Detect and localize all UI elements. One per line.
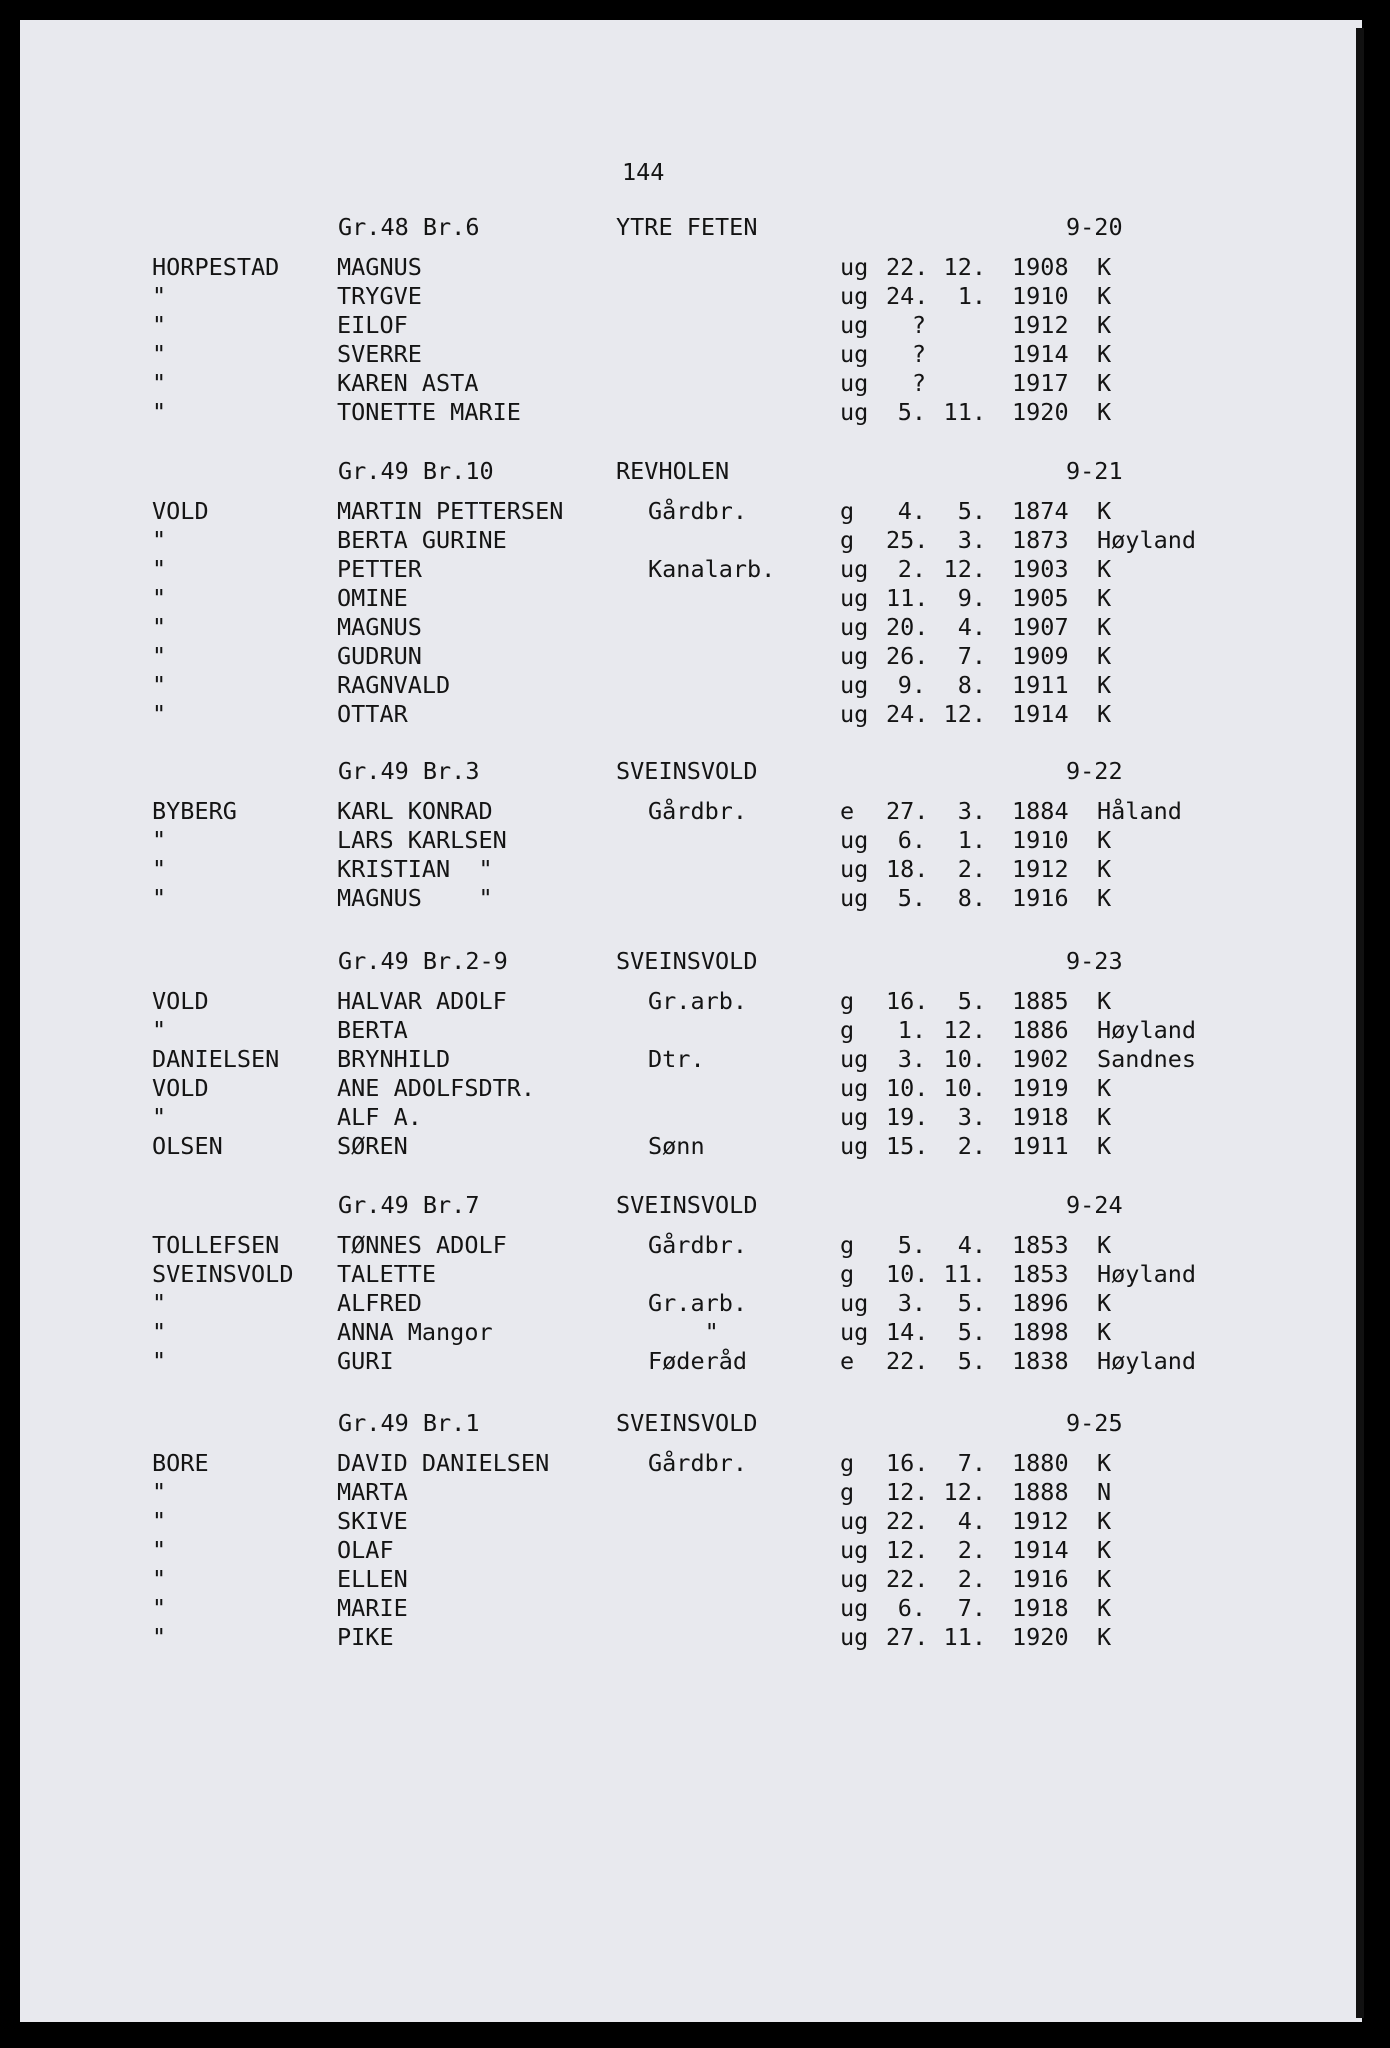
birthplace: Høyland: [1097, 526, 1197, 555]
birthplace: K: [1097, 340, 1112, 369]
birth-month: 11.: [943, 1623, 986, 1652]
page-number: 144: [622, 158, 665, 186]
gr-br-number: Gr.49 Br.10: [338, 457, 494, 485]
marital-status: ug: [840, 884, 869, 913]
birth-day: 16.: [886, 1449, 929, 1477]
birth-day: 14.: [886, 1318, 929, 1347]
surname: ": [152, 642, 167, 671]
given-name: TALETTE: [337, 1260, 437, 1289]
birth-day: 5.: [897, 398, 926, 427]
surname: ": [152, 369, 167, 398]
birthplace: K: [1097, 1318, 1112, 1347]
birthplace: K: [1097, 1565, 1112, 1594]
birthplace: K: [1097, 1289, 1112, 1318]
birthplace: K: [1097, 282, 1112, 311]
marital-status: ug: [840, 555, 869, 584]
occupation: Sønn: [648, 1132, 705, 1161]
farm-name: SVEINSVOLD: [616, 1191, 758, 1219]
given-name: MARTA: [337, 1478, 408, 1507]
birth-month: 11.: [943, 398, 986, 427]
birth-day: 6.: [897, 826, 926, 855]
birth-day: 20.: [886, 613, 929, 642]
birthplace: K: [1097, 1594, 1112, 1623]
birth-year: 1903: [1012, 555, 1069, 584]
surname: ": [152, 1318, 167, 1347]
marital-status: g: [840, 987, 855, 1015]
marital-status: g: [840, 1449, 855, 1477]
birth-day: 19.: [886, 1103, 929, 1132]
page-edge-mark: [1356, 28, 1364, 2018]
birthplace: K: [1097, 398, 1112, 427]
surname: ": [152, 398, 167, 427]
surname: ": [152, 555, 167, 584]
surname: ": [152, 584, 167, 613]
surname: VOLD: [152, 1074, 209, 1103]
surname: OLSEN: [152, 1132, 223, 1161]
marital-status: ug: [840, 369, 869, 398]
birth-day: 26.: [886, 642, 929, 671]
birth-month: 2.: [957, 1565, 986, 1594]
marital-status: ug: [840, 826, 869, 855]
birth-month: 4.: [957, 1231, 986, 1259]
marital-status: ug: [840, 1132, 869, 1161]
occupation: Gr.arb.: [648, 987, 748, 1015]
birthplace: K: [1097, 613, 1112, 642]
birth-year: 1912: [1012, 855, 1069, 884]
given-name: MAGNUS: [337, 253, 422, 281]
marital-status: ug: [840, 398, 869, 427]
given-name: TØNNES ADOLF: [337, 1231, 507, 1259]
marital-status: ug: [840, 1289, 869, 1318]
birth-year: 1838: [1012, 1347, 1069, 1376]
occupation: Kanalarb.: [648, 555, 776, 584]
birth-year: 1873: [1012, 526, 1069, 555]
marital-status: ug: [840, 855, 869, 884]
birth-year: 1905: [1012, 584, 1069, 613]
birth-day: 22.: [886, 253, 929, 281]
surname: DANIELSEN: [152, 1045, 280, 1074]
birth-year: 1907: [1012, 613, 1069, 642]
birth-month: 4.: [957, 613, 986, 642]
occupation: Gårdbr.: [648, 1231, 748, 1259]
given-name: SKIVE: [337, 1507, 408, 1536]
marital-status: g: [840, 497, 855, 525]
birth-year: 1920: [1012, 1623, 1069, 1652]
gr-br-number: Gr.49 Br.7: [338, 1191, 480, 1219]
birth-day: 3.: [897, 1045, 926, 1074]
surname: ": [152, 1536, 167, 1565]
birth-day: 10.: [886, 1260, 929, 1289]
surname: ": [152, 1016, 167, 1045]
given-name: LARS KARLSEN: [337, 826, 507, 855]
birthplace: K: [1097, 497, 1112, 525]
birth-year: 1880: [1012, 1449, 1069, 1477]
birth-day: 16.: [886, 987, 929, 1015]
birth-day: 18.: [886, 855, 929, 884]
birth-month: 3.: [957, 797, 986, 825]
birth-year: 1914: [1012, 1536, 1069, 1565]
birthplace: K: [1097, 1132, 1112, 1161]
surname: BORE: [152, 1449, 209, 1477]
marital-status: ug: [840, 1045, 869, 1074]
given-name: MARTIN PETTERSEN: [337, 497, 564, 525]
birth-year: 1916: [1012, 884, 1069, 913]
given-name: GURI: [337, 1347, 394, 1376]
birth-year: 1886: [1012, 1016, 1069, 1045]
gr-br-number: Gr.49 Br.1: [338, 1409, 480, 1437]
birthplace: K: [1097, 253, 1112, 281]
birth-year: 1918: [1012, 1103, 1069, 1132]
surname: VOLD: [152, 987, 209, 1015]
marital-status: g: [840, 1260, 855, 1289]
birth-day: 4.: [897, 497, 926, 525]
marital-status: ug: [840, 671, 869, 700]
surname: SVEINSVOLD: [152, 1260, 294, 1289]
birth-year: 1874: [1012, 497, 1069, 525]
birthplace: K: [1097, 1507, 1112, 1536]
birth-year: 1898: [1012, 1318, 1069, 1347]
given-name: EILOF: [337, 311, 408, 340]
birthplace: Sandnes: [1097, 1045, 1197, 1074]
marital-status: ug: [840, 1318, 869, 1347]
farm-name: SVEINSVOLD: [616, 947, 758, 975]
birth-day: 15.: [886, 1132, 929, 1161]
given-name: KAREN ASTA: [337, 369, 479, 398]
birthplace: K: [1097, 1536, 1112, 1565]
birthplace: K: [1097, 555, 1112, 584]
birthplace: Høyland: [1097, 1260, 1197, 1289]
birth-month: 3.: [957, 526, 986, 555]
surname: ": [152, 1623, 167, 1652]
given-name: DAVID DANIELSEN: [337, 1449, 550, 1477]
given-name: MARIE: [337, 1594, 408, 1623]
birth-month: 12.: [943, 1478, 986, 1507]
surname: VOLD: [152, 497, 209, 525]
birth-month: 10.: [943, 1074, 986, 1103]
birth-month: 9.: [957, 584, 986, 613]
birthplace: K: [1097, 826, 1112, 855]
farm-name: SVEINSVOLD: [616, 1409, 758, 1437]
marital-status: ug: [840, 282, 869, 311]
given-name: SØREN: [337, 1132, 408, 1161]
birth-year: 1853: [1012, 1260, 1069, 1289]
household-code: 9-20: [1066, 213, 1123, 241]
occupation: Gårdbr.: [648, 797, 748, 825]
birth-month: 7.: [957, 642, 986, 671]
given-name: KARL KONRAD: [337, 797, 493, 825]
birthplace: K: [1097, 1449, 1112, 1477]
birth-month: 7.: [957, 1449, 986, 1477]
birth-day: 6.: [897, 1594, 926, 1623]
birth-day: 22.: [886, 1565, 929, 1594]
marital-status: e: [840, 1347, 855, 1376]
given-name: TRYGVE: [337, 282, 422, 311]
surname: ": [152, 613, 167, 642]
occupation: Føderåd: [648, 1347, 748, 1376]
birthplace: K: [1097, 584, 1112, 613]
marital-status: e: [840, 797, 855, 825]
surname: ": [152, 340, 167, 369]
birth-month: 5.: [957, 1318, 986, 1347]
birth-day: 27.: [886, 797, 929, 825]
birth-month: 8.: [957, 671, 986, 700]
occupation: Gårdbr.: [648, 497, 748, 525]
birth-month: 5.: [957, 1289, 986, 1318]
given-name: PETTER: [337, 555, 422, 584]
surname: ": [152, 1594, 167, 1623]
birth-month: 2.: [957, 1132, 986, 1161]
farm-name: SVEINSVOLD: [616, 757, 758, 785]
marital-status: ug: [840, 1594, 869, 1623]
birth-year: 1911: [1012, 1132, 1069, 1161]
birth-day: 2.: [897, 555, 926, 584]
birthplace: Høyland: [1097, 1347, 1197, 1376]
birth-year: 1912: [1012, 311, 1069, 340]
birth-year: 1919: [1012, 1074, 1069, 1103]
given-name: HALVAR ADOLF: [337, 987, 507, 1015]
birth-year: 1896: [1012, 1289, 1069, 1318]
birth-month: 10.: [943, 1045, 986, 1074]
birth-year: 1908: [1012, 253, 1069, 281]
surname: ": [152, 526, 167, 555]
birth-month: 12.: [943, 253, 986, 281]
gr-br-number: Gr.48 Br.6: [338, 213, 480, 241]
occupation: Gr.arb.: [648, 1289, 748, 1318]
marital-status: ug: [840, 1507, 869, 1536]
household-code: 9-22: [1066, 757, 1123, 785]
birth-day: 12.: [886, 1536, 929, 1565]
given-name: PIKE: [337, 1623, 394, 1652]
birth-day: ?: [911, 340, 926, 369]
surname: ": [152, 1103, 167, 1132]
household-code: 9-24: [1066, 1191, 1123, 1219]
birth-month: 1.: [957, 282, 986, 311]
marital-status: ug: [840, 1074, 869, 1103]
birth-day: 11.: [886, 584, 929, 613]
given-name: ELLEN: [337, 1565, 408, 1594]
marital-status: g: [840, 1016, 855, 1045]
birth-year: 1902: [1012, 1045, 1069, 1074]
household-code: 9-21: [1066, 457, 1123, 485]
birth-year: 1888: [1012, 1478, 1069, 1507]
birth-year: 1917: [1012, 369, 1069, 398]
surname: BYBERG: [152, 797, 237, 825]
marital-status: g: [840, 526, 855, 555]
marital-status: ug: [840, 253, 869, 281]
given-name: BRYNHILD: [337, 1045, 451, 1074]
birthplace: K: [1097, 1623, 1112, 1652]
birth-year: 1853: [1012, 1231, 1069, 1259]
birthplace: K: [1097, 642, 1112, 671]
birth-month: 8.: [957, 884, 986, 913]
farm-name: REVHOLEN: [616, 457, 730, 485]
marital-status: ug: [840, 700, 869, 729]
birth-month: 12.: [943, 555, 986, 584]
marital-status: ug: [840, 1623, 869, 1652]
birthplace: K: [1097, 987, 1112, 1015]
given-name: OLAF: [337, 1536, 394, 1565]
given-name: BERTA GURINE: [337, 526, 507, 555]
birth-month: 11.: [943, 1260, 986, 1289]
surname: ": [152, 700, 167, 729]
occupation: Gårdbr.: [648, 1449, 748, 1477]
birth-month: 5.: [957, 497, 986, 525]
given-name: KRISTIAN ": [337, 855, 493, 884]
birth-day: 1.: [897, 1016, 926, 1045]
marital-status: ug: [840, 1536, 869, 1565]
marital-status: ug: [840, 613, 869, 642]
birthplace: K: [1097, 311, 1112, 340]
birth-day: 3.: [897, 1289, 926, 1318]
birth-day: 25.: [886, 526, 929, 555]
birthplace: K: [1097, 855, 1112, 884]
birth-year: 1911: [1012, 671, 1069, 700]
household-code: 9-23: [1066, 947, 1123, 975]
birth-month: 1.: [957, 826, 986, 855]
household-code: 9-25: [1066, 1409, 1123, 1437]
given-name: TONETTE MARIE: [337, 398, 521, 427]
surname: ": [152, 311, 167, 340]
surname: ": [152, 1289, 167, 1318]
birth-year: 1909: [1012, 642, 1069, 671]
birth-month: 12.: [943, 700, 986, 729]
marital-status: ug: [840, 1103, 869, 1132]
birthplace: N: [1097, 1478, 1112, 1507]
given-name: ALFRED: [337, 1289, 422, 1318]
surname: ": [152, 826, 167, 855]
surname: ": [152, 1507, 167, 1536]
birth-month: 2.: [957, 855, 986, 884]
given-name: SVERRE: [337, 340, 422, 369]
birth-year: 1912: [1012, 1507, 1069, 1536]
marital-status: g: [840, 1478, 855, 1507]
given-name: ANNA Mangor: [337, 1318, 493, 1347]
birth-day: 5.: [897, 884, 926, 913]
birthplace: K: [1097, 369, 1112, 398]
birth-day: 10.: [886, 1074, 929, 1103]
given-name: GUDRUN: [337, 642, 422, 671]
surname: TOLLEFSEN: [152, 1231, 280, 1259]
given-name: ALF A.: [337, 1103, 422, 1132]
birthplace: K: [1097, 671, 1112, 700]
marital-status: ug: [840, 340, 869, 369]
birth-day: 27.: [886, 1623, 929, 1652]
occupation: Dtr.: [648, 1045, 705, 1074]
birth-year: 1884: [1012, 797, 1069, 825]
birth-day: 22.: [886, 1347, 929, 1376]
surname: ": [152, 884, 167, 913]
given-name: MAGNUS: [337, 613, 422, 642]
birth-year: 1885: [1012, 987, 1069, 1015]
birth-day: 9.: [897, 671, 926, 700]
gr-br-number: Gr.49 Br.3: [338, 757, 480, 785]
birth-day: 5.: [897, 1231, 926, 1259]
given-name: MAGNUS ": [337, 884, 493, 913]
birth-month: 7.: [957, 1594, 986, 1623]
birth-month: 5.: [957, 987, 986, 1015]
surname: ": [152, 671, 167, 700]
gr-br-number: Gr.49 Br.2-9: [338, 947, 508, 975]
given-name: OTTAR: [337, 700, 408, 729]
given-name: BERTA: [337, 1016, 408, 1045]
birth-year: 1910: [1012, 826, 1069, 855]
birthplace: K: [1097, 1103, 1112, 1132]
birth-year: 1916: [1012, 1565, 1069, 1594]
given-name: ANE ADOLFSDTR.: [337, 1074, 536, 1103]
birth-month: 12.: [943, 1016, 986, 1045]
birthplace: K: [1097, 1074, 1112, 1103]
birth-year: 1914: [1012, 340, 1069, 369]
marital-status: g: [840, 1231, 855, 1259]
surname: ": [152, 1347, 167, 1376]
birth-year: 1920: [1012, 398, 1069, 427]
occupation: ": [648, 1318, 719, 1347]
surname: ": [152, 1565, 167, 1594]
birth-day: 12.: [886, 1478, 929, 1507]
birth-year: 1910: [1012, 282, 1069, 311]
birthplace: K: [1097, 700, 1112, 729]
birth-day: ?: [911, 369, 926, 398]
birth-day: 22.: [886, 1507, 929, 1536]
birthplace: Håland: [1097, 797, 1182, 825]
surname: ": [152, 855, 167, 884]
birthplace: Høyland: [1097, 1016, 1197, 1045]
birth-month: 2.: [957, 1536, 986, 1565]
surname: ": [152, 1478, 167, 1507]
birth-year: 1918: [1012, 1594, 1069, 1623]
birthplace: K: [1097, 884, 1112, 913]
birth-day: 24.: [886, 700, 929, 729]
birthplace: K: [1097, 1231, 1112, 1259]
marital-status: ug: [840, 311, 869, 340]
surname: ": [152, 282, 167, 311]
marital-status: ug: [840, 584, 869, 613]
marital-status: ug: [840, 1565, 869, 1594]
birth-year: 1914: [1012, 700, 1069, 729]
given-name: RAGNVALD: [337, 671, 451, 700]
surname: HORPESTAD: [152, 253, 280, 281]
birth-day: 24.: [886, 282, 929, 311]
given-name: OMINE: [337, 584, 408, 613]
marital-status: ug: [840, 642, 869, 671]
farm-name: YTRE FETEN: [616, 213, 758, 241]
birth-day: ?: [911, 311, 926, 340]
birth-month: 5.: [957, 1347, 986, 1376]
birth-month: 4.: [957, 1507, 986, 1536]
birth-month: 3.: [957, 1103, 986, 1132]
